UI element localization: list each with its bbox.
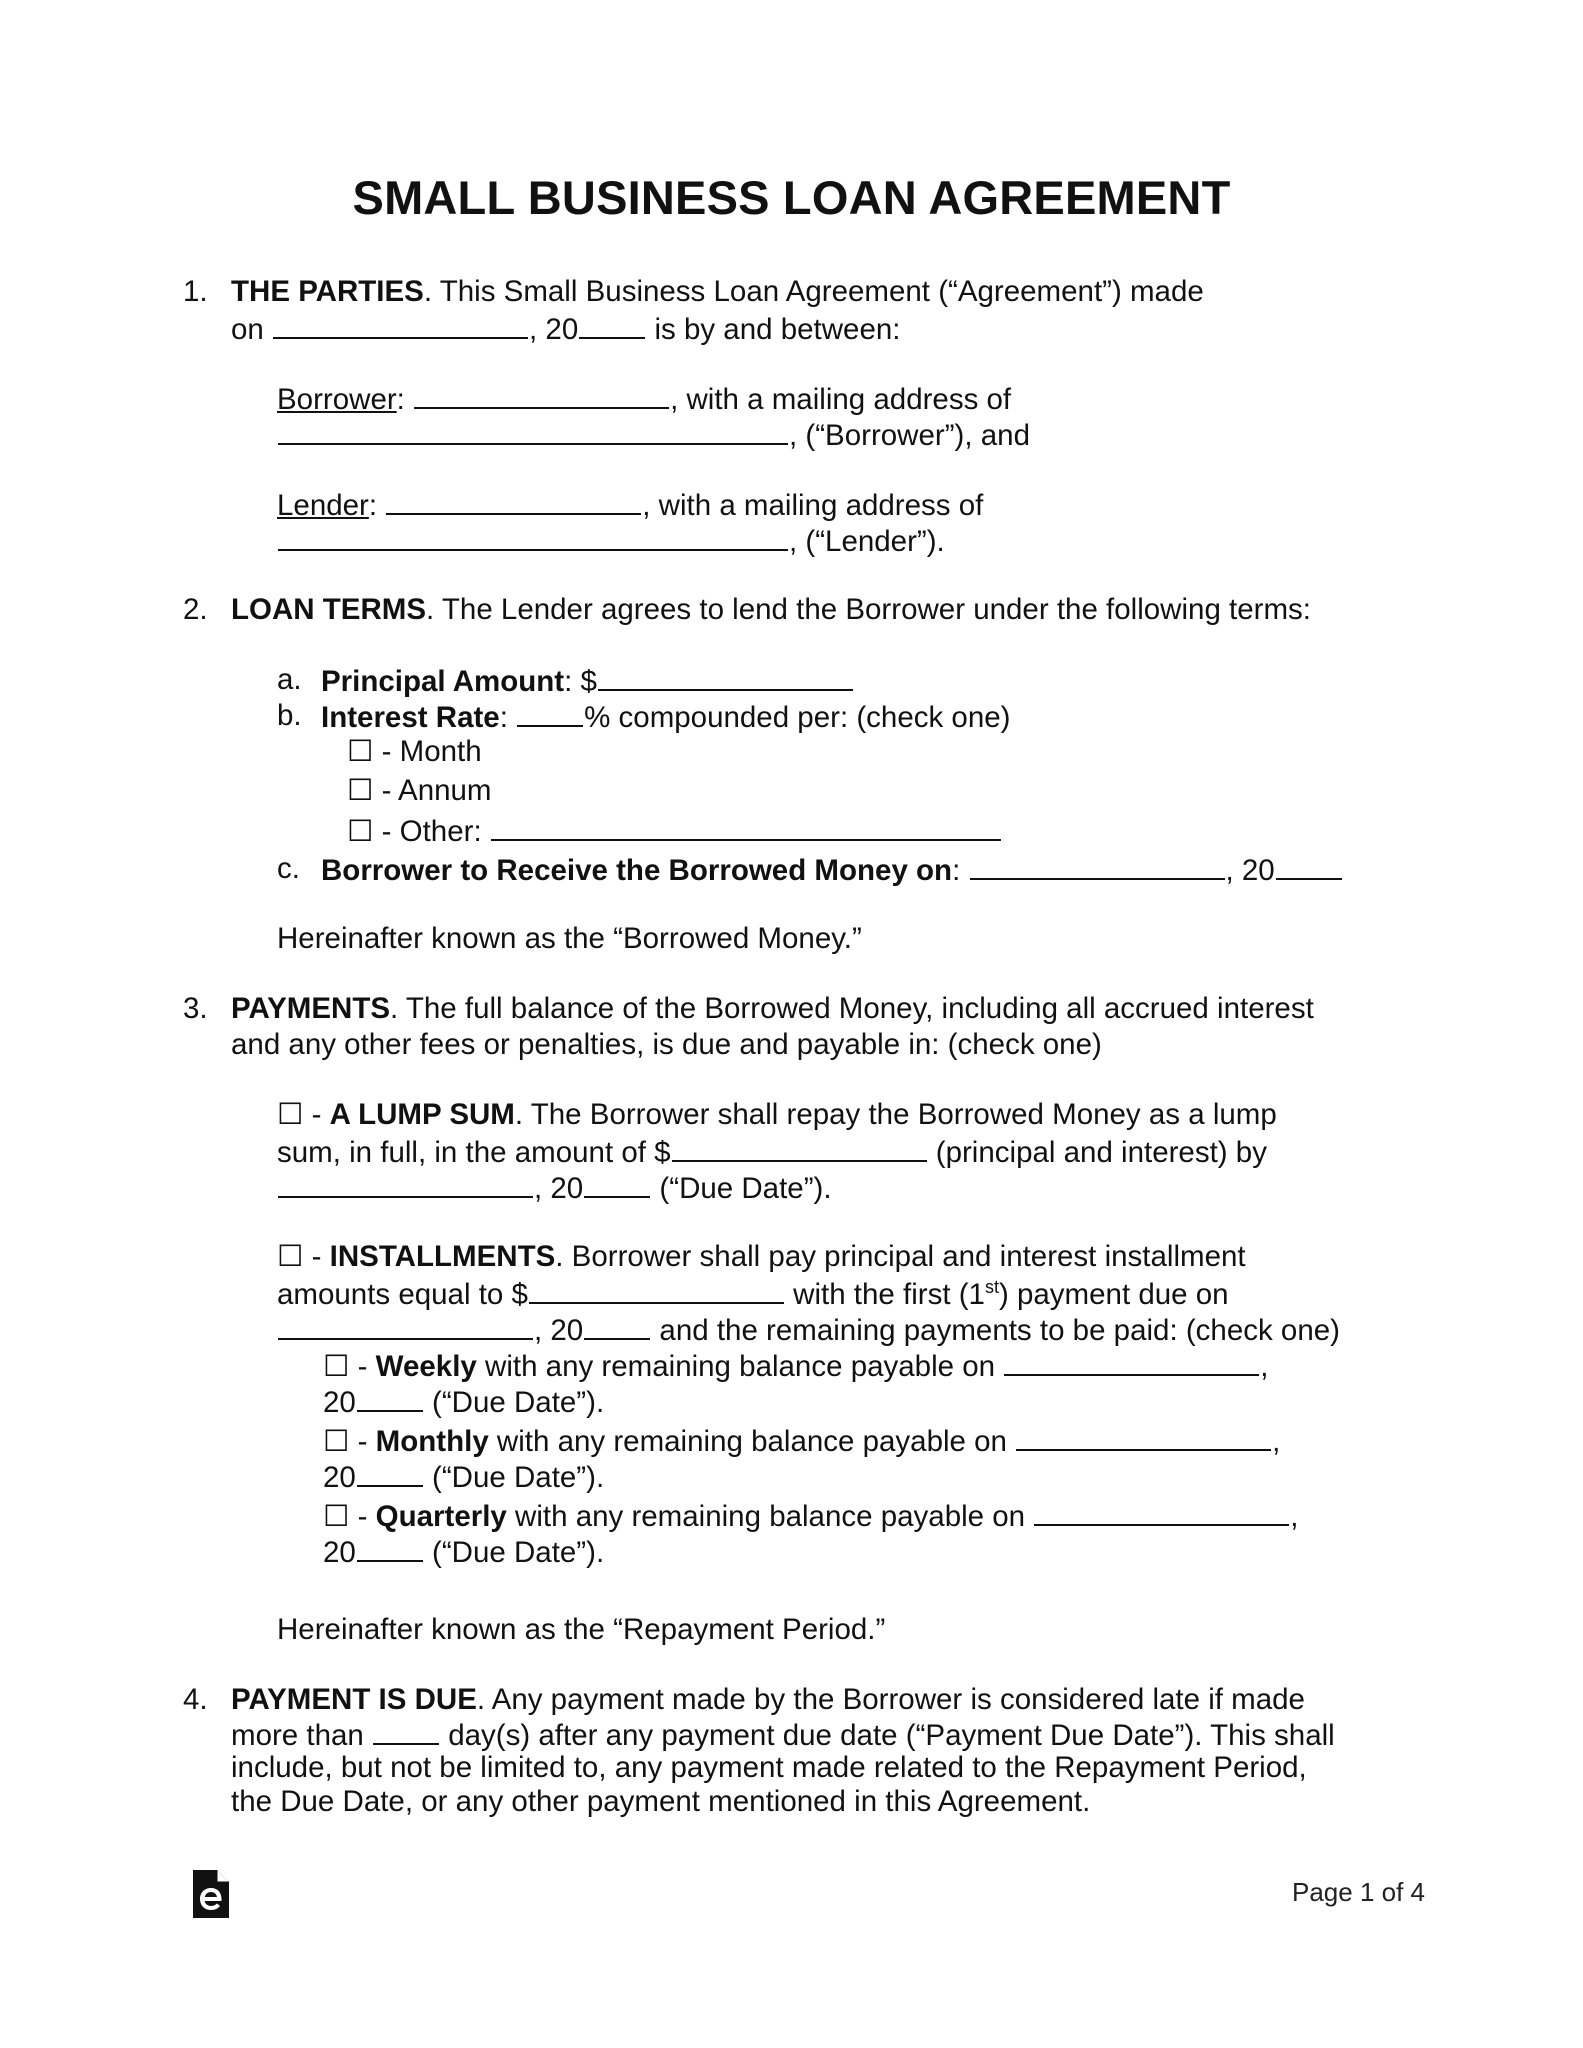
lump-sum-line-1: ☐ - A LUMP SUM. The Borrower shall repay the Borrowed Money as a lump [277, 1098, 1277, 1131]
borrower-name-blank[interactable] [414, 380, 669, 409]
other-checkbox[interactable]: ☐ [347, 815, 374, 848]
term-b-marker: b. [277, 699, 302, 732]
installments-line-3: , 20 and the remaining payments to be paid: (check one) [277, 1311, 1340, 1349]
borrowed-money-definition: Hereinafter known as the “Borrowed Money.” [277, 922, 862, 955]
quarterly-due-date-blank[interactable] [1034, 1497, 1289, 1526]
installments-checkbox[interactable]: ☐ [277, 1240, 304, 1273]
monthly-option-line-1: ☐ - Monthly with any remaining balance payable on , [323, 1422, 1280, 1460]
lender-address-blank[interactable] [278, 522, 788, 551]
term-interest-rate: Interest Rate: % compounded per: (check one) [321, 698, 1010, 736]
agreement-date-blank[interactable] [273, 310, 528, 339]
term-receive-date: Borrower to Receive the Borrowed Money on: , 20 [321, 851, 1343, 889]
weekly-checkbox[interactable]: ☐ [323, 1350, 350, 1383]
section-4-line-4: the Due Date, or any other payment mentioned in this Agreement. [231, 1785, 1091, 1818]
section-2-heading: LOAN TERMS [231, 593, 427, 626]
lump-sum-amount-blank[interactable] [672, 1133, 927, 1162]
section-2-intro: LOAN TERMS. The Lender agrees to lend the Borrower under the following terms: [231, 593, 1311, 626]
page-number: Page 1 of 4 [1292, 1877, 1425, 1907]
first-payment-year-blank[interactable] [584, 1311, 650, 1340]
monthly-due-year-blank[interactable] [357, 1458, 423, 1487]
receive-year-blank[interactable] [1276, 851, 1342, 880]
section-4-line-1: PAYMENT IS DUE. Any payment made by the Borrower is considered late if made [231, 1683, 1305, 1716]
quarterly-option-line-2: 20 (“Due Date”). [323, 1533, 604, 1571]
section-3-number: 3. [183, 992, 208, 1025]
lender-name-blank[interactable] [386, 486, 641, 515]
late-days-blank[interactable] [373, 1716, 439, 1745]
eforms-logo-icon [193, 1870, 229, 1918]
section-4-number: 4. [183, 1683, 208, 1716]
term-a-marker: a. [277, 663, 302, 696]
section-1-heading: THE PARTIES [231, 275, 424, 308]
annum-checkbox[interactable]: ☐ [347, 774, 374, 807]
receive-date-blank[interactable] [970, 851, 1225, 880]
interest-rate-blank[interactable] [517, 698, 583, 727]
section-4-line-3: include, but not be limited to, any payment made related to the Repayment Period, [231, 1751, 1307, 1784]
lender-line: Lender: , with a mailing address of [277, 486, 983, 524]
section-4-heading: PAYMENT IS DUE [231, 1683, 477, 1716]
monthly-due-date-blank[interactable] [1016, 1422, 1271, 1451]
quarterly-due-year-blank[interactable] [357, 1533, 423, 1562]
month-checkbox[interactable]: ☐ [347, 735, 374, 768]
installments-line-1: ☐ - INSTALLMENTS. Borrower shall pay principal and interest installment [277, 1240, 1246, 1273]
installment-amount-blank[interactable] [529, 1275, 784, 1304]
lender-address-line: , (“Lender”). [277, 522, 945, 560]
section-3-heading: PAYMENTS [231, 992, 391, 1025]
borrower-line: Borrower: , with a mailing address of [277, 380, 1011, 418]
section-1-intro: THE PARTIES. This Small Business Loan Agreement (“Agreement”) made [231, 275, 1204, 308]
other-period-blank[interactable] [491, 812, 1001, 841]
lender-label: Lender [277, 489, 369, 522]
principal-amount-blank[interactable] [598, 662, 853, 691]
document-title: SMALL BUSINESS LOAN AGREEMENT [352, 171, 1231, 224]
weekly-due-date-blank[interactable] [1004, 1347, 1259, 1376]
weekly-due-year-blank[interactable] [357, 1383, 423, 1412]
weekly-option-line-2: 20 (“Due Date”). [323, 1383, 604, 1421]
section-2-number: 2. [183, 593, 208, 626]
borrower-address-blank[interactable] [278, 416, 788, 445]
repayment-period-definition: Hereinafter known as the “Repayment Period.” [277, 1613, 886, 1646]
option-month: ☐ - Month [347, 735, 482, 768]
weekly-option-line-1: ☐ - Weekly with any remaining balance payable on , [323, 1347, 1268, 1385]
option-other: ☐ - Other: [347, 812, 1002, 850]
first-payment-date-blank[interactable] [278, 1311, 533, 1340]
section-1-number: 1. [183, 275, 208, 308]
agreement-year-blank[interactable] [579, 310, 645, 339]
quarterly-checkbox[interactable]: ☐ [323, 1500, 350, 1533]
lump-sum-date-blank[interactable] [278, 1169, 533, 1198]
lump-sum-line-2: sum, in full, in the amount of $ (principal and interest) by [277, 1133, 1267, 1171]
section-4-line-2: more than day(s) after any payment due date (“Payment Due Date”). This shall [231, 1716, 1335, 1754]
lump-sum-line-3: , 20 (“Due Date”). [277, 1169, 832, 1207]
monthly-checkbox[interactable]: ☐ [323, 1425, 350, 1458]
section-3-line-2: and any other fees or penalties, is due and payable in: (check one) [231, 1028, 1102, 1061]
section-3-line-1: PAYMENTS. The full balance of the Borrowed Money, including all accrued interest [231, 992, 1314, 1025]
quarterly-option-line-1: ☐ - Quarterly with any remaining balance payable on , [323, 1497, 1298, 1535]
section-1-date-line: on , 20 is by and between: [231, 310, 900, 348]
installments-line-2: amounts equal to $ with the first (1st) payment due on [277, 1275, 1229, 1313]
lump-sum-year-blank[interactable] [584, 1169, 650, 1198]
monthly-option-line-2: 20 (“Due Date”). [323, 1458, 604, 1496]
term-principal-amount: Principal Amount: $ [321, 662, 854, 700]
lump-sum-checkbox[interactable]: ☐ [277, 1098, 304, 1131]
borrower-address-line: , (“Borrower”), and [277, 416, 1030, 454]
borrower-label: Borrower [277, 383, 397, 416]
option-annum: ☐ - Annum [347, 774, 492, 807]
term-c-marker: c. [277, 852, 300, 885]
